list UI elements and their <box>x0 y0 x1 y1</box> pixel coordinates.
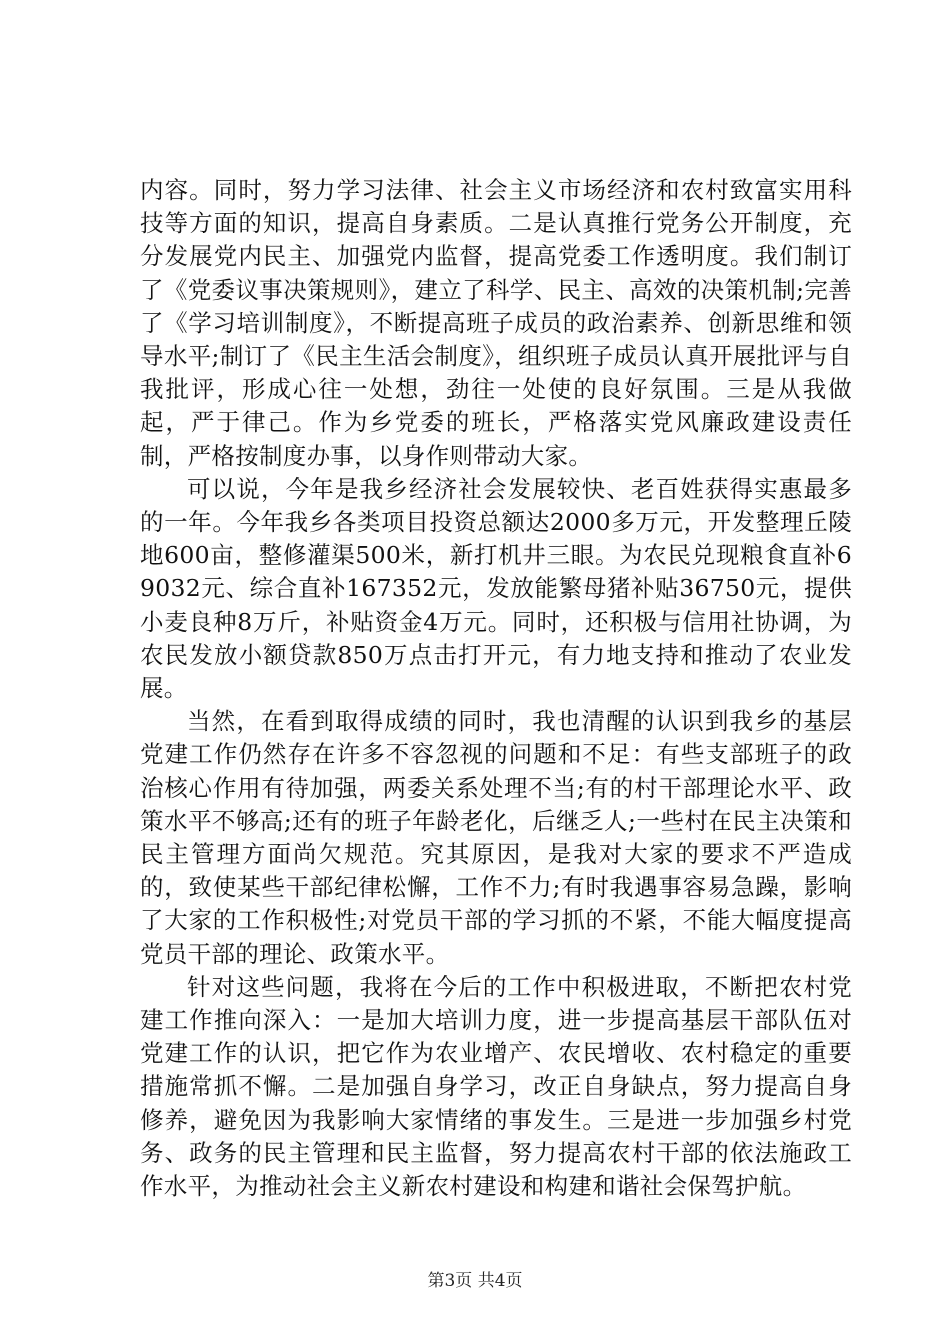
paragraph-measures: 针对这些问题，我将在今后的工作中积极进取，不断把农村党建工作推向深入：一是加大培训力度，进一步提高基层干部队伍对党建工作的认识，把它作为农业增产、农民增收、农村稳定的重要措施常抓不懈。二是加强自身学习，改正自身缺点，努力提高自身修养，避免因为我影响大家情绪的事发生。三是进一步加强乡村党务、政务的民主管理和民主监督，努力提高农村干部的依法施政工作水平，为推动社会主义新农村建设和构建和谐社会保驾护航。 <box>140 972 852 1201</box>
paragraph-achievements: 可以说，今年是我乡经济社会发展较快、老百姓获得实惠最多的一年。今年我乡各类项目投资总额达2000多万元，开发整理丘陵地600亩，整修灌渠500米，新打机井三眼。为农民兑现粮食直补69032元、综合直补167352元，发放能繁母猪补贴36750元，提供小麦良种8万斤，补贴资金4万元。同时，还积极与信用社协调，为农民发放小额贷款850万点击打开元，有力地支持和推动了农业发展。 <box>140 474 852 703</box>
paragraph-shortcomings: 当然，在看到取得成绩的同时，我也清醒的认识到我乡的基层党建工作仍然存在许多不容忽视的问题和不足：有些支部班子的政治核心作用有待加强，两委关系处理不当;有的村干部理论水平、政策水平不够高;还有的班子年龄老化，后继乏人;一些村在民主决策和民主管理方面尚欠规范。究其原因，是我对大家的要求不严造成的，致使某些干部纪律松懈，工作不力;有时我遇事容易急躁，影响了大家的工作积极性;对党员干部的学习抓的不紧，不能大幅度提高党员干部的理论、政策水平。 <box>140 707 852 968</box>
document-body <box>140 174 852 1203</box>
page-number-footer: 第3页 共4页 <box>427 1271 523 1291</box>
paragraph-continuation: 内容。同时，努力学习法律、社会主义市场经济和农村致富实用科技等方面的知识，提高自身素质。二是认真推行党务公开制度，充分发展党内民主、加强党内监督，提高党委工作透明度。我们制订了《党委议事决策规则》，建立了科学、民主、高效的决策机制;完善了《学习培训制度》，不断提高班子成员的政治素养、创新思维和领导水平;制订了《民主生活会制度》，组织班子成员认真开展批评与自我批评，形成心往一处想，劲往一处使的良好氛围。三是从我做起，严于律己。作为乡党委的班长，严格落实党风廉政建设责任制，严格按制度办事，以身作则带动大家。 <box>140 176 852 470</box>
